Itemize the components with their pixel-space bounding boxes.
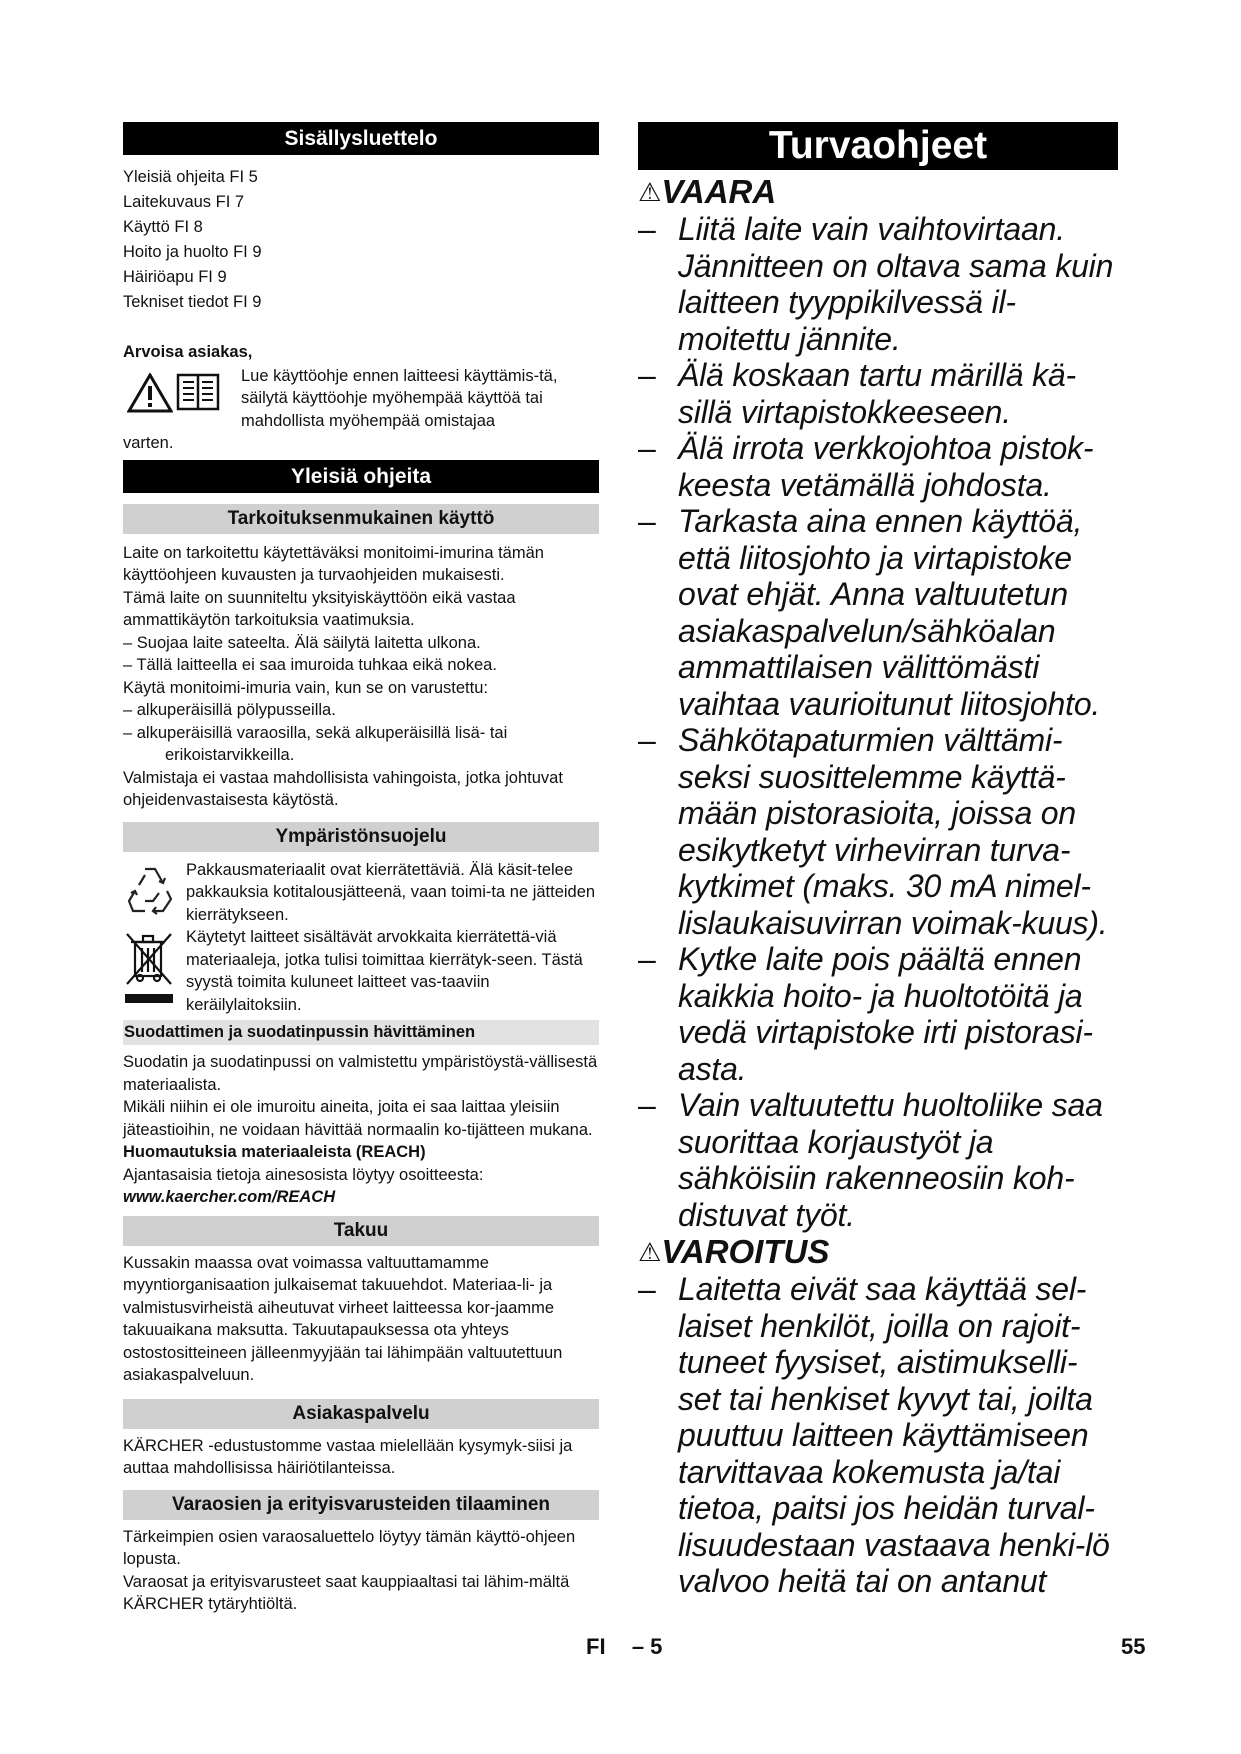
toc-item: Käyttö FI 8	[123, 218, 203, 236]
crossed-bin-icon	[123, 928, 175, 1013]
reach-text: Ajantasaisia tietoja ainesosista löytyy osoitteesta:	[123, 1165, 484, 1184]
warning-item: – Laitetta eivät saa käyttää sel-laiset henkilöt, joilla on rajoit-tuneet fyysiset, aistimukselli-set tai henkiset kyvyt tai, joilta puuttuu laitteen käyttämiseen tarvittavaa kokemusta ja/tai tietoa, paitsi jos heidän turval-lisuudestaan vastaava henki-lö valvoo heitä tai on antanut	[638, 1271, 1110, 1599]
danger-item: – Älä koskaan tartu märillä kä-sillä virtapistokkeeseen.	[638, 357, 1076, 430]
paragraph: Valmistaja ei vastaa mahdollisista vahingoista, jotka johtuvat ohjeidenvastaisesta käytöstä.	[123, 768, 563, 809]
warning-heading	[638, 1233, 1118, 1271]
danger-item: – Liitä laite vain vaihtovirtaan. Jännitteen on oltava sama kuin laitteen tyyppikilvessä il-moitettu jännite.	[638, 211, 1114, 357]
bullet-continuation: erikoistarvikkeilla.	[165, 746, 295, 764]
paragraph: Varaosat ja erityisvarusteet saat kauppiaaltasi tai lähim-mältä KÄRCHER tytäryhtiöltä.	[123, 1572, 570, 1613]
right-column	[638, 122, 1118, 1600]
paragraph: Käytetyt laitteet sisältävät arvokkaita kierrätettä-viä materiaaleja, jotka tulisi toimittaa kierrätyk-seen. Tästä syystä toimita kuluneet laitteet vas-taaviin keräilylaitoksiin.	[186, 928, 583, 1014]
subsection-title-filter-disposal: Suodattimen ja suodatinpussin hävittäminen	[123, 1020, 599, 1045]
paragraph: Tämä laite on suunniteltu yksityiskäyttöön eikä vastaa ammattikäytön tarkoituksia vaatimuksia.	[123, 588, 516, 629]
filter-block	[123, 1051, 599, 1209]
danger-item: – Älä irrota verkkojohtoa pistok-keesta vetämällä johdosta.	[638, 430, 1094, 503]
toc-item: Yleisiä ohjeita FI 5	[123, 168, 258, 186]
greeting-text-end: varten.	[123, 434, 174, 452]
warranty-block	[123, 1252, 599, 1387]
danger-heading	[638, 173, 1118, 211]
paragraph: KÄRCHER -edustustomme vastaa mielellään kysymyk-siisi ja auttaa mahdollisissa häiriötilanteissa.	[123, 1436, 573, 1477]
left-column	[123, 122, 599, 1616]
toc-title: Sisällysluettelo	[123, 122, 599, 155]
bullet: – Tällä laitteella ei saa imuroida tuhkaa eikä nokea.	[123, 656, 497, 674]
recycling-row	[123, 859, 599, 927]
weee-row	[123, 926, 599, 1016]
danger-item: – Sähkötapaturmien välttämi-seksi suosittelemme käyttä-mään pistorasioita, joissa on esikytketyt virhevirran turva-kytkimet (maks. 30 mA nimel-lislaukaisuvirran voimak-kuus).	[638, 722, 1108, 941]
danger-item: – Tarkasta aina ennen käyttöä, että liitosjohto ja virtapistoke ovat ehjät. Anna valtuutetun asiakaspalvelun/sähköalan ammattilaisen välittömästi vaihtaa vaurioitunut liitosjohto.	[638, 503, 1101, 722]
greeting-text: Lue käyttöohje ennen laitteesi käyttämis-tä, säilytä käyttöohje myöhempää käyttöä tai mahdollista myöhempää omistajaa	[241, 366, 558, 430]
footer-section: FI	[586, 1634, 606, 1659]
paragraph: Laite on tarkoitettu käytettäväksi monitoimi-imurina tämän käyttöohjeen kuvausten ja turvaohjeiden mukaisesti.	[123, 543, 544, 584]
environment-block	[123, 859, 599, 1017]
manual-book-icon	[175, 371, 221, 418]
danger-item: – Kytke laite pois päältä ennen kaikkia hoito- ja huoltotöitä ja vedä virtapistoke irti pistorasi-asta.	[638, 941, 1093, 1087]
paragraph: Mikäli niihin ei ole imuroitu aineita, joita ei saa laittaa yleisiin jäteastioihin, ne voidaan hävittää normaalin ko-tijätteen mukana.	[123, 1098, 593, 1139]
paragraph: Pakkausmateriaalit ovat kierrätettäviä. Älä käsit-telee pakkauksia kotitalousjätteenä, vaan toimi-ta ne jätteiden kierrätykseen.	[186, 860, 596, 924]
footer-page-label	[586, 1634, 662, 1660]
parts-block	[123, 1526, 599, 1616]
toc-item: Laitekuvaus FI 7	[123, 193, 245, 211]
subsection-title-environment: Ympäristönsuojelu	[123, 822, 599, 852]
bullet: – Suojaa laite sateelta. Älä säilytä laitetta ulkona.	[123, 633, 481, 652]
subsection-title-customer-service: Asiakaspalvelu	[123, 1399, 599, 1429]
section-title-general: Yleisiä ohjeita	[123, 460, 599, 493]
danger-item: – Vain valtuutettu huoltoliike saa suorittaa korjaustyöt ja sähköisiin rakenneosiin koh-distuvat työt.	[638, 1087, 1103, 1233]
service-block	[123, 1435, 599, 1480]
footer-local-page: – 5	[631, 1634, 663, 1659]
paragraph: Tärkeimpien osien varaosaluettelo löytyy tämän käyttö-ohjeen lopusta.	[123, 1527, 576, 1568]
warning-triangle-icon: ⚠	[638, 1237, 662, 1267]
warning-label: VAROITUS	[661, 1233, 830, 1270]
recycling-icon	[123, 861, 179, 922]
paragraph: Käytä monitoimi-imuria vain, kun se on varustettu:	[123, 678, 488, 697]
toc-item: Tekniset tiedot FI 9	[123, 293, 262, 311]
toc-item: Häiriöapu FI 9	[123, 268, 227, 286]
footer-page-number: 55	[1121, 1634, 1146, 1659]
reach-title: Huomautuksia materiaaleista (REACH)	[123, 1143, 426, 1161]
toc-list	[123, 165, 599, 315]
subsection-title-warranty: Takuu	[123, 1216, 599, 1246]
danger-label: VAARA	[661, 173, 777, 210]
danger-list	[638, 211, 1118, 1233]
paragraph: Suodatin ja suodatinpussi on valmistettu ympäristöystä-vällisestä materiaalista.	[123, 1053, 598, 1094]
greeting-block	[123, 365, 599, 433]
warning-list	[638, 1271, 1118, 1600]
greeting-title: Arvoisa asiakas,	[123, 343, 253, 361]
paragraph: Kussakin maassa ovat voimassa valtuuttamamme myyntiorganisaation julkaisemat takuuehdot. Materiaa-li- ja valmistusvirheistä aiheutuvat virheet laitteessa kor-jaamme takuuaikana maksutta. Takuutapauksessa ota yhteys ostostositteineen jälleenmyyjään tai lähimpään valtuutettuun asiakaspalveluun.	[123, 1253, 563, 1384]
subsection-title-spare-parts: Varaosien ja erityisvarusteiden tilaaminen	[123, 1490, 599, 1520]
bullet: – alkuperäisillä pölypusseilla.	[123, 701, 336, 719]
reach-link[interactable]: www.kaercher.com/REACH	[123, 1188, 336, 1206]
warning-triangle-icon: ⚠	[638, 177, 662, 207]
subsection-title-intended-use: Tarkoituksenmukainen käyttö	[123, 504, 599, 534]
bullet: – alkuperäisillä varaosilla, sekä alkuperäisillä lisä- tai	[123, 723, 508, 742]
intended-use-block	[123, 542, 599, 812]
warning-triangle-icon	[127, 373, 173, 418]
safety-title: Turvaohjeet	[638, 122, 1118, 170]
toc-item: Hoito ja huolto FI 9	[123, 243, 262, 261]
